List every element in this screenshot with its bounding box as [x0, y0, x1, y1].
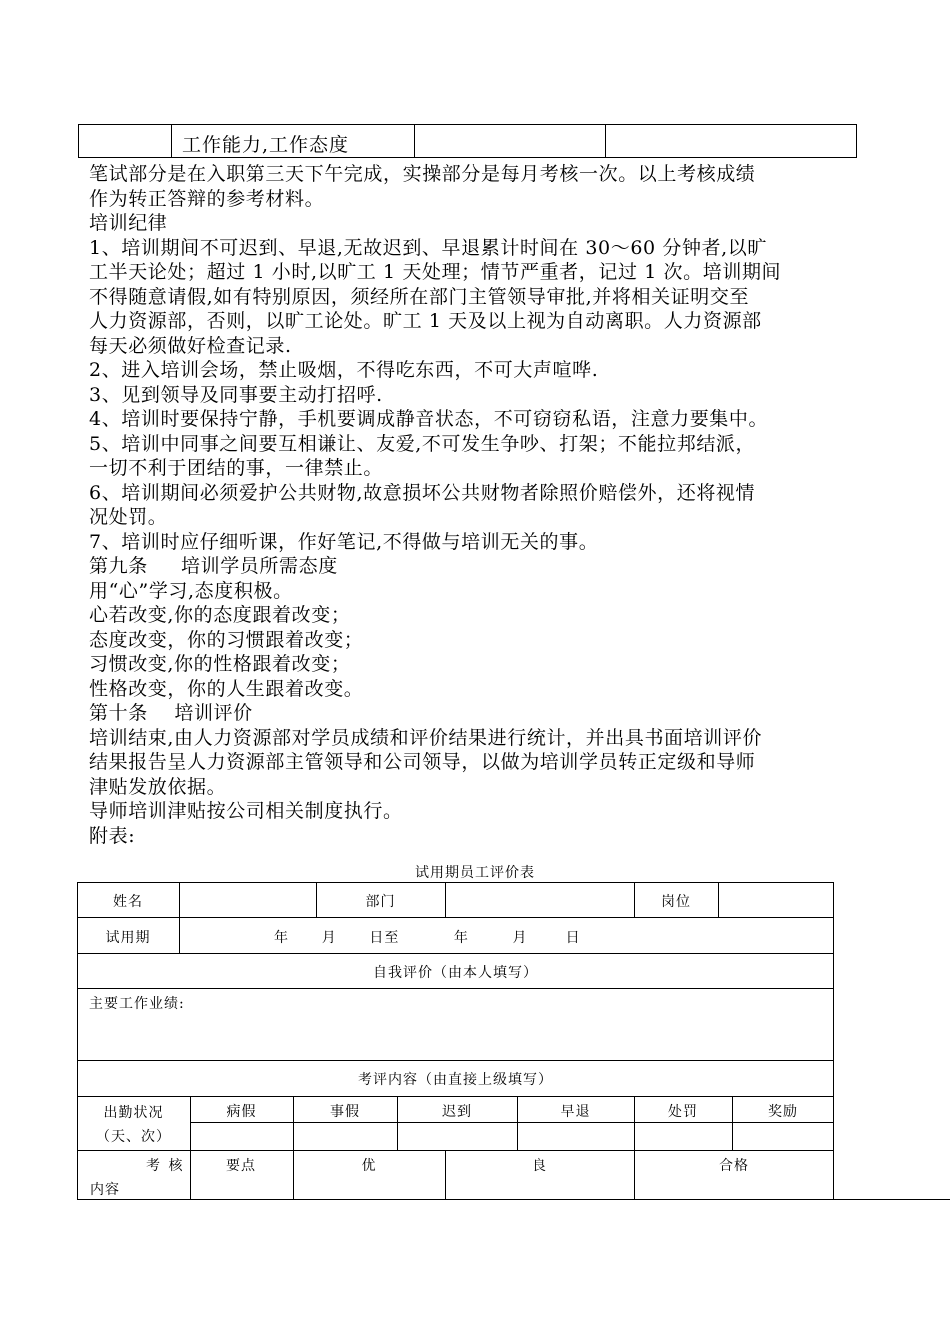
text-line: 7、培训时应仔细听课，作好笔记,不得做与培训无关的事。 — [89, 530, 599, 553]
attendance-label: 出勤状况 — [103, 1105, 164, 1121]
assessment-content-label: 内容 — [90, 1182, 120, 1198]
table-rule — [77, 1060, 834, 1061]
table-rule — [77, 917, 834, 918]
text-line: 笔试部分是在入职第三天下午完成，实操部分是每月考核一次。以上考核成绩 — [89, 163, 756, 185]
key-points-header: 要点 — [226, 1158, 256, 1174]
text-line: 5、培训中同事之间要互相谦让、友爱,不可发生争吵、打架；不能拉邦结派， — [89, 432, 756, 455]
table-rule — [445, 882, 446, 917]
appraisal-table-title: 试用期员工评价表 — [415, 865, 535, 881]
personal-leave-header: 事假 — [330, 1104, 360, 1120]
table-rule — [833, 882, 834, 1200]
text-line: 况处罚。 — [89, 506, 168, 528]
table-rule — [634, 1150, 635, 1200]
text-line: 每天必须做好检查记录. — [89, 334, 292, 357]
text-line: 用“心”学习,态度积极。 — [89, 579, 293, 602]
text-line: 4、培训时要保持宁静，手机要调成静音状态，不可窃窃私语，注意力要集中。 — [89, 408, 769, 430]
reward-header: 奖励 — [768, 1104, 798, 1120]
late-header: 迟到 — [442, 1104, 472, 1120]
table-rule — [718, 882, 719, 917]
table-cell: 工作能力,工作态度 — [182, 134, 350, 156]
text-line: 3、见到领导及同事要主动打招呼. — [89, 383, 383, 406]
table-rule — [77, 988, 834, 989]
text-line: 2、进入培训会场，禁止吸烟，不得吃东西，不可大声喧哗. — [89, 359, 599, 381]
attendance-unit-label: （天、次） — [96, 1129, 171, 1145]
table-rule — [179, 882, 180, 953]
main-performance-label: 主要工作业绩: — [89, 996, 185, 1012]
table-divider — [171, 125, 172, 157]
text-line: 性格改变，你的人生跟着改变。 — [89, 677, 364, 700]
self-evaluation-header: 自我评价（由本人填写） — [373, 965, 538, 981]
text-line: 结果报告呈人力资源部主管领导和公司领导，以做为培训学员转正定级和导师 — [89, 751, 756, 773]
text-line: 第九条 培训学员所需态度 — [89, 555, 338, 577]
text-line: 第十条 培训评价 — [89, 702, 253, 724]
early-leave-header: 早退 — [560, 1104, 591, 1120]
text-line: 人力资源部，否则，以旷工论处。旷工 1 天及以上视为自动离职。人力资源部 — [89, 310, 762, 332]
text-line: 导师培训津贴按公司相关制度执行。 — [89, 800, 403, 822]
text-line: 津贴发放依据。 — [89, 775, 227, 798]
text-line: 培训纪律 — [89, 212, 168, 234]
review-content-header: 考评内容（由直接上级填写） — [358, 1072, 553, 1088]
name-label: 姓名 — [113, 894, 143, 910]
table-divider — [414, 125, 415, 157]
table-divider — [605, 125, 606, 157]
probation-dates: 年 月 日至 年 月 日 — [274, 930, 581, 946]
sick-leave-header: 病假 — [226, 1104, 257, 1120]
good-header: 良 — [532, 1158, 547, 1174]
text-line: 习惯改变,你的性格跟着改变； — [89, 653, 351, 675]
text-line: 心若改变,你的态度跟着改变； — [89, 604, 351, 626]
pass-header: 合格 — [719, 1158, 749, 1174]
assessment-label: 考 核 — [146, 1158, 185, 1174]
position-label: 岗位 — [661, 894, 691, 910]
penalty-header: 处罚 — [668, 1104, 698, 1120]
text-line: 作为转正答辩的参考材料。 — [89, 187, 325, 210]
department-label: 部门 — [365, 894, 396, 910]
text-line: 不得随意请假,如有特别原因，须经所在部门主管领导审批,并将相关证明交至 — [89, 285, 750, 308]
probation-label: 试用期 — [105, 930, 151, 946]
text-line: 培训结束,由人力资源部对学员成绩和评价结果进行统计，并出具书面培训评价 — [89, 726, 763, 749]
text-line: 态度改变，你的习惯跟着改变； — [89, 628, 364, 651]
text-line: 1、培训期间不可迟到、早退,无故迟到、早退累计时间在 30～60 分钟者,以旷 — [89, 236, 768, 259]
table-rule — [77, 1199, 950, 1200]
text-line: 6、培训期间必须爱护公共财物,故意损坏公共财物者除照价赔偿外，还将视情 — [89, 481, 756, 504]
excellent-header: 优 — [361, 1158, 377, 1174]
text-line: 一切不利于团结的事，一律禁止。 — [89, 457, 384, 479]
text-line: 附表: — [89, 824, 136, 847]
table-rule — [77, 882, 834, 883]
table-rule — [77, 953, 834, 954]
table-rule — [190, 1122, 834, 1123]
text-line: 工半天论处；超过 1 小时,以旷工 1 天处理；情节严重者，记过 1 次。培训期间 — [89, 261, 782, 283]
